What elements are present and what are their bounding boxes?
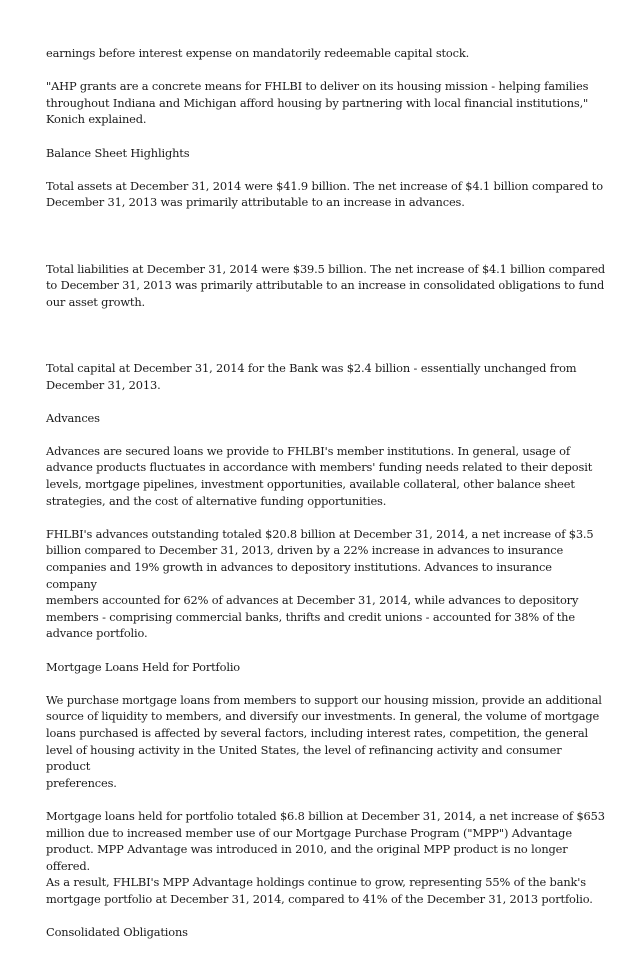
paragraph-advances-outstanding: FHLBI's advances outstanding totaled $20.8 billion at December 31, 2014, a net increase of $3.5 billion compared to December 31, 2013, driven by a 22% increase in advances to insurance companies and 19% growth in advances to depository institutions. Advances to insurance company members accounted for 62% of advances at December 31, 2014, while advances to depository members - comprising commercial banks, thrifts and credit unions - accounted for 38% of the advance portfolio.	[46, 526, 594, 641]
document-body	[46, 45, 606, 957]
paragraph-total-liabilities: Total liabilities at December 31, 2014 were $39.5 billion. The net increase of $4.1 billion compared to December 31, 2013 was primarily attributable to an increase in consolidated obligations to fund our asset growth.	[46, 261, 606, 309]
paragraph-earnings: earnings before interest expense on mandatorily redeemable capital stock.	[46, 46, 470, 60]
paragraph-ahp-quote: "AHP grants are a concrete means for FHLBI to deliver on its housing mission - helping families throughout Indiana and Michigan afford housing by partnering with local financial institutions," Konich explained.	[46, 79, 589, 127]
paragraph-total-capital: Total capital at December 31, 2014 for the Bank was $2.4 billion - essentially unchanged from December 31, 2013.	[46, 360, 577, 392]
paragraph-mortgage-purchase: We purchase mortgage loans from members to support our housing mission, provide an additional source of liquidity to members, and diversify our investments. In general, the volume of mortgage loans purchased is affected by several factors, including interest rates, competition, the general level of housing activity in the United States, the level of refinancing activity and consumer product preferences.	[46, 692, 602, 790]
heading-mortgage-loans: Mortgage Loans Held for Portfolio	[46, 659, 241, 674]
heading-balance-sheet: Balance Sheet Highlights	[46, 145, 190, 160]
heading-advances: Advances	[46, 410, 100, 425]
paragraph-mortgage-totals: Mortgage loans held for portfolio totaled $6.8 billion at December 31, 2014, a net increase of $653 million due to increased member use of our Mortgage Purchase Program ("MPP") Advantage product. MPP Advantage was introduced in 2010, and the original MPP product is no longer offered. As a result, FHLBI's MPP Advantage holdings continue to grow, representing 55% of the bank's mortgage portfolio at December 31, 2014, compared to 41% of the December 31, 2013 portfolio.	[46, 808, 605, 906]
spacer	[46, 228, 606, 261]
heading-consolidated-obligations: Consolidated Obligations	[46, 925, 188, 940]
paragraph-advances-definition: Advances are secured loans we provide to FHLBI's member institutions. In general, usage of advance products fluctuates in accordance with members' funding needs related to their deposit levels, mortgage pipelines, investment opportunities, available collateral, other balance sheet strategies, and the cost of alternative funding opportunities.	[46, 443, 593, 508]
paragraph-total-assets: Total assets at December 31, 2014 were $41.9 billion. The net increase of $4.1 billion compared to December 31, 2013 was primarily attributable to an increase in advances.	[46, 178, 603, 210]
spacer	[46, 327, 606, 360]
